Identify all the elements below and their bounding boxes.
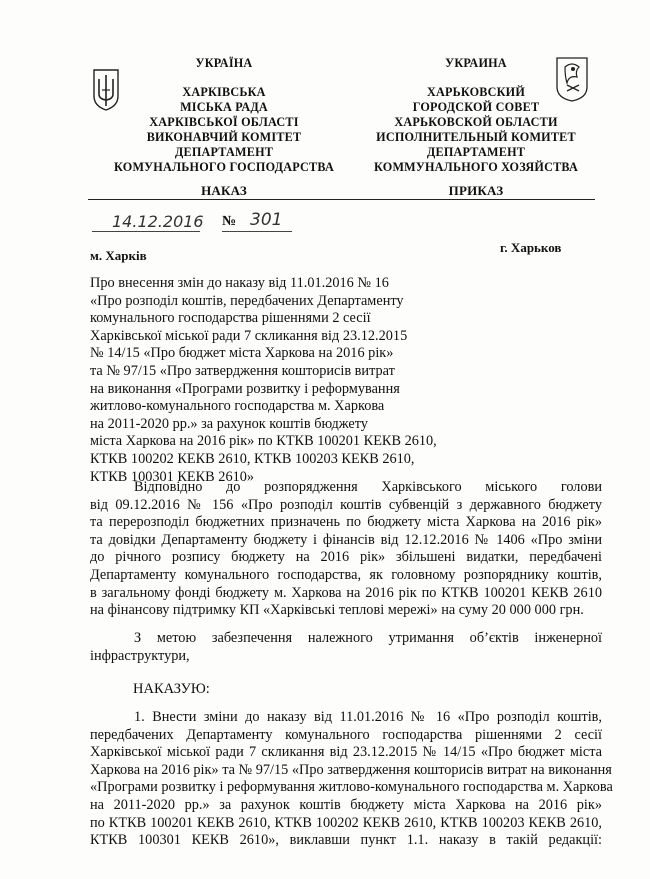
paragraph-line: та довідки Департаменту бюджету і фінансів від 12.12.2016 № 1406 «Про зміни — [90, 531, 602, 548]
paragraph-item-1 — [90, 709, 613, 850]
header-left-line: ХАРКІВСЬКОЇ ОБЛАСТІ — [149, 115, 299, 129]
header-right-line: ХАРЬКОВСКОЙ ОБЛАСТИ — [394, 115, 558, 129]
header-right-line: КОММУНАЛЬНОГО ХОЗЯЙСТВА — [374, 160, 578, 174]
paragraph-line: по КТКВ 100201 КЕКВ 2610, КТКВ 100202 КЕКВ 2610, КТКВ 100203 КЕКВ 2610, — [90, 814, 602, 831]
order-date: 14.12.2016 — [112, 212, 204, 231]
header-right-line: ДЕПАРТАМЕНТ — [426, 145, 526, 159]
paragraph-line: Харківської міської ради 7 скликання від 23.12.2015 № 14/15 «Про бюджет міста — [90, 744, 602, 761]
paragraph-line: 1. Внести зміни до наказу від 11.01.2016 № 16 «Про розподіл коштів, — [134, 709, 602, 725]
subject-line: комунального господарства рішеннями 2 сесії — [90, 310, 371, 327]
subject-line: міста Харкова на 2016 рік» по КТКВ 100201 КЕКВ 2610, — [90, 433, 437, 450]
subject-line: житлово-комунального господарства м. Харкова — [90, 398, 385, 415]
number-underline — [222, 231, 292, 232]
header-right-line: ГОРОДСКОЙ СОВЕТ — [412, 100, 540, 114]
paragraph-line: Харкова на 2016 рік» та № 97/15 «Про затвердження кошторисів витрат на виконання — [90, 761, 612, 778]
order-number: 301 — [250, 210, 283, 230]
paragraph-purpose — [90, 630, 602, 665]
header-left-line: МІСЬКА РАДА — [180, 100, 268, 114]
city-ru: г. Харьков — [500, 240, 562, 255]
paragraph-line: від 09.12.2016 № 156 «Про розподіл коштів субвенцій з державного бюджету — [90, 496, 602, 513]
subject-line: Харківської міської ради 7 скликання від 23.12.2015 — [90, 327, 408, 344]
subject-line: «Про розподіл коштів, передбачених Департаменту — [90, 292, 404, 309]
paragraph-line: на 2011-2020 рр.» за рахунок коштів бюджету міста Харкова на 2016 рік» — [90, 796, 602, 813]
paragraph-line: Департаменту комунального господарства, як головному розпоряднику коштів, — [90, 566, 602, 583]
paragraph-grounds — [90, 479, 602, 620]
subject-line: КТКВ 100301 КЕКВ 2610» — [90, 468, 255, 485]
header-right-line: ХАРЬКОВСКИЙ — [426, 85, 526, 99]
subject-line: та № 97/15 «Про затвердження кошторисів витрат — [90, 362, 395, 379]
paragraph-line: передбачених Департаменту комунального господарства рішеннями 2 сесії — [90, 726, 602, 743]
header-left-line: КОМУНАЛЬНОГО ГОСПОДАРСТВА — [114, 160, 334, 174]
order-subject — [90, 275, 437, 486]
header-left-line: ХАРКІВСЬКА — [182, 85, 266, 99]
order-directive: НАКАЗУЮ: — [133, 681, 210, 697]
paragraph-line: інфраструктури, — [90, 647, 190, 664]
paragraph-line: на фінансову підтримку КП «Харківські теплові мережі» на суму 20 000 000 грн. — [90, 602, 584, 619]
country-ua: УКРАЇНА — [195, 56, 253, 70]
subject-line: Про внесення змін до наказу від 11.01.2016 № 16 — [90, 275, 389, 291]
number-label: № — [222, 214, 237, 229]
header-left-line: ДЕПАРТАМЕНТ — [174, 145, 274, 159]
paragraph-line: КТКВ 100301 КЕКВ 2610», виклавши пункт 1.1. наказу в такій редакції: — [90, 832, 602, 849]
subject-line: № 14/15 «Про бюджет міста Харкова на 2016 рік» — [90, 345, 394, 362]
date-underline — [92, 231, 200, 232]
subject-line: на виконання «Програми розвитку і реформування — [90, 380, 400, 397]
country-ru: УКРАИНА — [445, 56, 507, 70]
paragraph-line: та перерозподіл бюджетних призначень по бюджету міста Харкова на 2016 рік» — [90, 514, 602, 531]
paragraph-line: до річного розпису бюджету на 2016 рік» збільшені видатки, передбачені — [90, 549, 602, 566]
city-ua: м. Харків — [90, 248, 147, 263]
paragraph-line: З метою забезпечення належного утримання об’єктів інженерної — [134, 630, 602, 646]
doc-type-ru: ПРИКАЗ — [448, 183, 504, 198]
header-divider-line — [88, 199, 595, 200]
paragraph-line: «Програми розвитку і реформування житлово-комунального господарства м. Харкова — [90, 779, 613, 796]
header-right-line: ИСПОЛНИТЕЛЬНЫЙ КОМИТЕТ — [376, 130, 576, 144]
paragraph-line: Відповідно до розпорядження Харківського міського голови — [134, 479, 602, 495]
header-left-line: ВИКОНАВЧИЙ КОМІТЕТ — [146, 130, 302, 144]
doc-type-ua: НАКАЗ — [201, 183, 247, 198]
header-left — [104, 56, 344, 175]
header-right — [356, 56, 596, 175]
subject-line: на 2011-2020 рр.» за рахунок коштів бюджету — [90, 415, 368, 432]
paragraph-line: в загальному фонді бюджету м. Харкова на 2016 рік по КТКВ 100201 КЕКВ 2610 — [90, 584, 602, 601]
subject-line: КТКВ 100202 КЕКВ 2610, КТКВ 100203 КЕКВ 2610, — [90, 450, 415, 467]
